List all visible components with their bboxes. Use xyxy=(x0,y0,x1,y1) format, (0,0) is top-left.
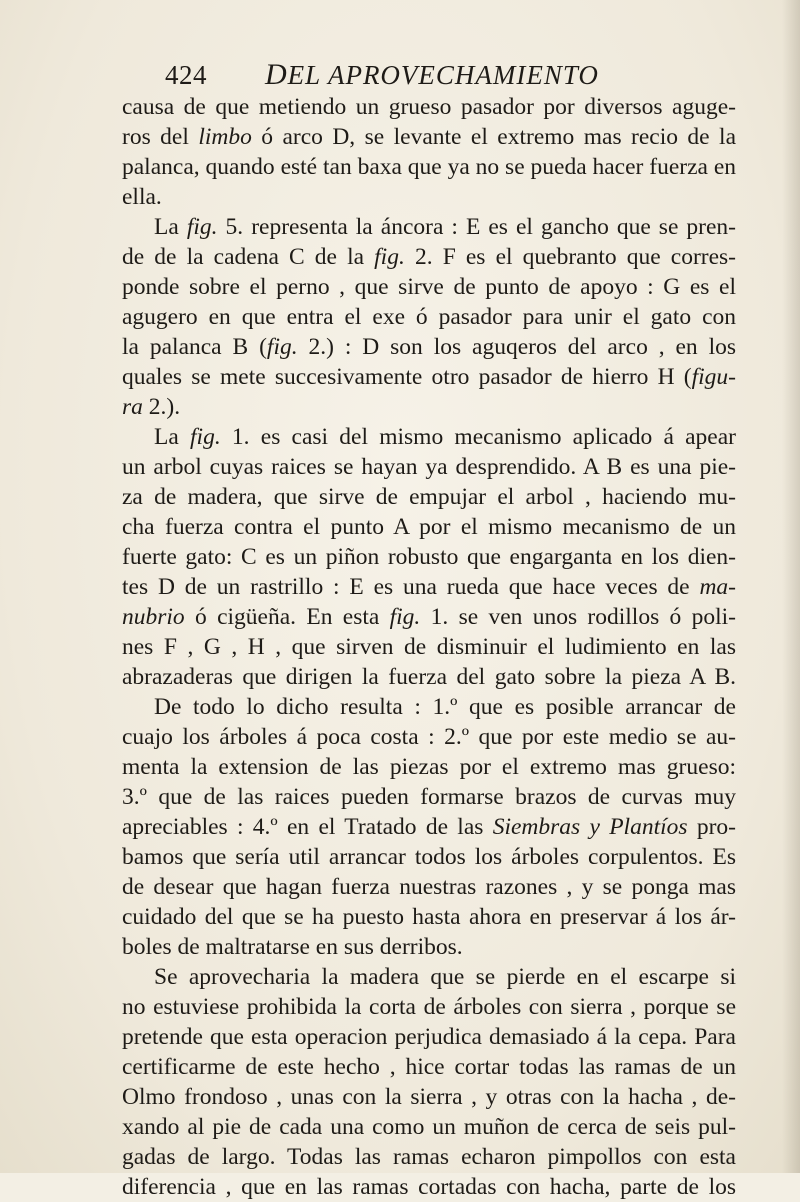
text-segment: ó cigüeña. En esta xyxy=(184,604,390,630)
text-segment: pretende que esta operacion perjudica demasiado á la cepa. Para xyxy=(122,1024,736,1050)
text-segment: za de madera, que sirve de empujar el arbol , haciendo mu- xyxy=(122,484,736,510)
text-line xyxy=(122,422,736,452)
text-line xyxy=(122,272,736,302)
text-segment: 2.). xyxy=(142,394,181,420)
text-line xyxy=(122,602,736,632)
text-segment: xando al pie de cada una como un muñon de cerca de seis pul- xyxy=(122,1114,736,1140)
text-segment: menta la extension de las piezas por el extremo mas grueso: xyxy=(122,754,736,780)
text-line xyxy=(122,812,736,842)
text-line xyxy=(122,1142,736,1172)
text-segment: ó arco D, se levante el extremo mas recio de la xyxy=(251,124,737,150)
text-line xyxy=(122,542,736,572)
text-segment: palanca, quando esté tan baxa que ya no se pueda hacer fuerza en xyxy=(122,154,736,180)
text-line xyxy=(122,1022,736,1052)
page-number: 424 xyxy=(165,60,207,90)
text-segment: de de la cadena C de la xyxy=(122,244,375,270)
text-segment: Olmo frondoso , unas con la sierra , y otras con la hacha , de- xyxy=(122,1084,736,1110)
text-segment: 2.) : D son los aguqeros del arco , en los xyxy=(297,334,736,360)
text-segment: no estuviese prohibida la corta de árboles con sierra , porque se xyxy=(122,994,736,1020)
text-segment: Se aprovecharia la madera que se pierde en el escarpe si xyxy=(154,964,736,990)
text-line xyxy=(122,392,736,422)
italic-text: ra xyxy=(122,394,143,420)
italic-text: figu- xyxy=(691,364,736,390)
text-segment: un arbol cuyas raices se hayan ya desprendido. A B es una pie- xyxy=(122,454,736,480)
text-segment: La xyxy=(154,214,187,240)
text-line xyxy=(122,662,736,692)
italic-text: fig. xyxy=(186,214,218,240)
italic-text: fig. xyxy=(190,424,221,450)
text-segment: 2. F es el quebranto que corres- xyxy=(404,244,736,270)
text-segment: 1. es casi del mismo mecanismo aplicado á apear xyxy=(220,424,736,450)
text-line xyxy=(122,992,736,1022)
italic-text: ma- xyxy=(699,574,736,600)
text-segment: tes D de un rastrillo : E es una rueda que hace veces de xyxy=(122,574,700,600)
italic-text: fig. xyxy=(266,334,298,360)
italic-text: limbo xyxy=(198,124,252,150)
text-segment: fuerte gato: C es un piñon robusto que engarganta en los dien- xyxy=(122,544,736,570)
text-segment: cuajo los árboles á poca costa : 2.º que por este medio se au- xyxy=(122,724,736,750)
text-line xyxy=(122,1052,736,1082)
page-edge-shadow xyxy=(782,0,800,1173)
italic-text: fig. xyxy=(374,244,405,270)
text-line xyxy=(122,962,736,992)
text-line xyxy=(122,632,736,662)
text-line xyxy=(122,152,736,182)
text-segment: 5. representa la áncora : E es el gancho que se pren- xyxy=(217,214,736,240)
text-line xyxy=(122,692,736,722)
text-segment: cuidado del que se ha puesto hasta ahora en preservar á los ár- xyxy=(122,904,736,930)
running-title-initial: D xyxy=(265,58,288,91)
text-line xyxy=(122,452,736,482)
text-segment: La xyxy=(154,424,191,450)
text-segment: causa de que metiendo un grueso pasador por diversos aguge- xyxy=(122,94,736,120)
text-line xyxy=(122,362,736,392)
text-segment: certificarme de este hecho , hice cortar todas las ramas de un xyxy=(122,1054,736,1080)
text-line xyxy=(122,572,736,602)
text-segment: cha fuerza contra el punto A por el mismo mecanismo de un xyxy=(122,514,736,540)
text-line xyxy=(122,1082,736,1112)
body-text xyxy=(122,92,736,1202)
text-line xyxy=(122,182,736,212)
text-line xyxy=(122,722,736,752)
text-segment: gadas de largo. Todas las ramas echaron pimpollos con esta xyxy=(122,1144,736,1170)
text-line xyxy=(122,932,736,962)
text-line xyxy=(122,122,736,152)
italic-text: nubrio xyxy=(122,604,185,630)
text-line xyxy=(122,242,736,272)
text-segment: nes F , G , H , que sirven de disminuir el ludimiento en las xyxy=(122,634,736,660)
text-line xyxy=(122,332,736,362)
text-segment: pro- xyxy=(687,814,736,840)
text-segment: ros del xyxy=(122,124,199,150)
italic-text: fig. xyxy=(389,604,421,630)
text-segment: bamos que sería util arrancar todos los árboles corpulentos. Es xyxy=(122,844,736,870)
text-segment: ella. xyxy=(122,184,162,210)
text-line xyxy=(122,302,736,332)
text-line xyxy=(122,902,736,932)
text-segment: ponde sobre el perno , que sirve de punto de apoyo : G es el xyxy=(122,274,736,300)
text-line xyxy=(122,512,736,542)
running-title-rest: EL APROVECHAMIENTO xyxy=(287,60,599,90)
text-line xyxy=(122,872,736,902)
text-segment: De todo lo dicho resulta : 1.º que es posible arrancar de xyxy=(154,694,736,720)
italic-text: Siembras y Plantíos xyxy=(492,814,688,840)
text-segment: 3.º que de las raices pueden formarse brazos de curvas muy xyxy=(122,784,736,810)
text-segment: 1. se ven unos rodillos ó poli- xyxy=(420,604,737,630)
text-segment: de desear que hagan fuerza nuestras razones , y se ponga mas xyxy=(122,874,736,900)
text-line xyxy=(122,1172,736,1202)
text-line xyxy=(122,482,736,512)
running-title xyxy=(265,58,599,92)
text-segment: quales se mete succesivamente otro pasador de hierro H ( xyxy=(122,364,692,390)
text-line xyxy=(122,92,736,122)
text-segment: abrazaderas que dirigen la fuerza del gato sobre la pieza A B. xyxy=(122,664,736,690)
text-line xyxy=(122,842,736,872)
text-line xyxy=(122,1112,736,1142)
text-segment: apreciables : 4.º en el Tratado de las xyxy=(122,814,493,840)
text-segment: la palanca B ( xyxy=(122,334,267,360)
text-segment: diferencia , que en las ramas cortadas con hacha, parte de los xyxy=(122,1174,736,1200)
text-line xyxy=(122,782,736,812)
text-line xyxy=(122,752,736,782)
text-segment: agugero en que entra el exe ó pasador para unir el gato con xyxy=(122,304,736,330)
text-segment: boles de maltratarse en sus derribos. xyxy=(122,934,463,960)
text-line xyxy=(122,212,736,242)
